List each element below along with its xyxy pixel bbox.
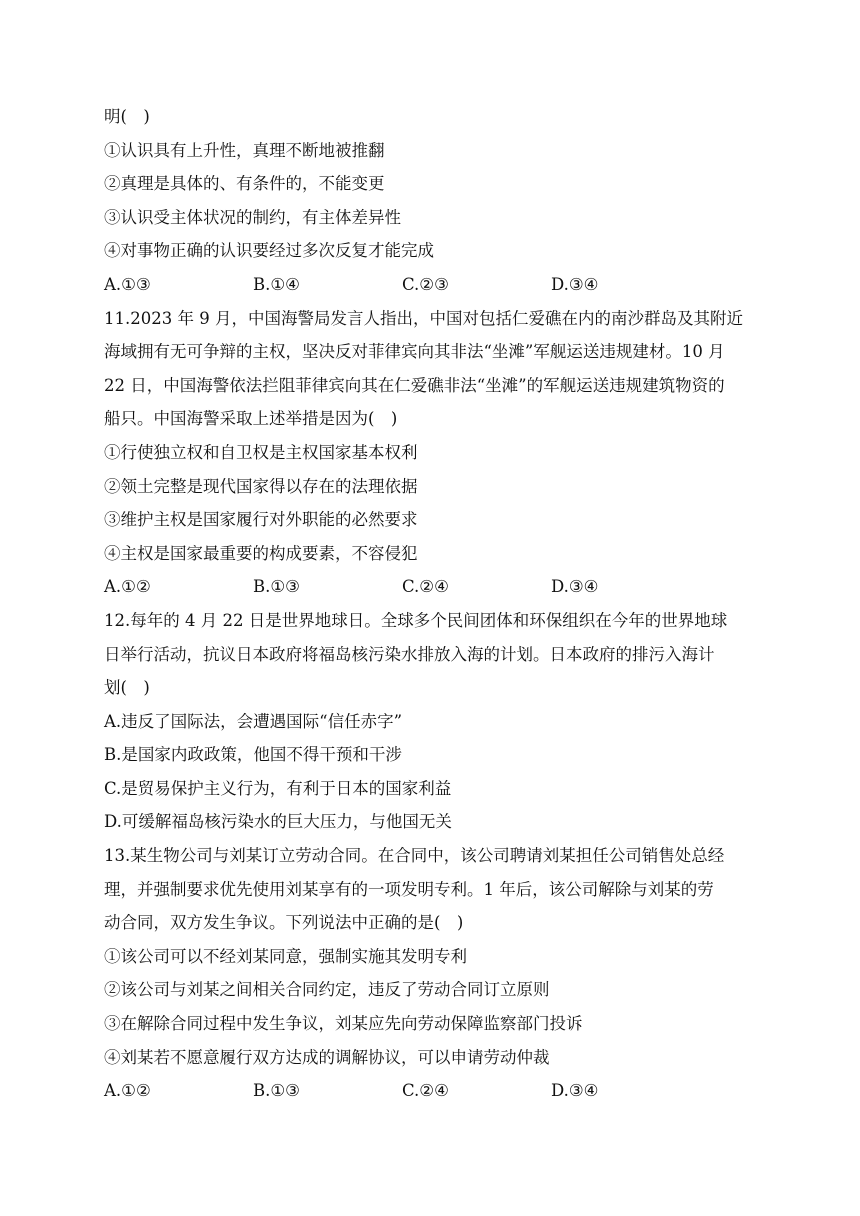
question-stem-line: 12.每年的 4 月 22 日是世界地球日。全球多个民间团体和环保组织在今年的世界地球 — [104, 610, 728, 630]
statement-item: ②领土完整是现代国家得以存在的法理依据 — [104, 476, 418, 496]
question-stem-line: 海域拥有无可争辩的主权，坚决反对菲律宾向其非法“坐滩”军舰运送违规建材。10 月 — [104, 342, 725, 362]
option-b: B.①③ — [253, 577, 300, 597]
option-a: A.违反了国际法，会遭遇国际“信任赤字” — [104, 711, 403, 731]
question-12 — [104, 604, 764, 839]
statement-item: ③维护主权是国家履行对外职能的必然要求 — [104, 510, 418, 530]
statement-item: ②真理是具体的、有条件的，不能变更 — [104, 174, 385, 194]
statement-item: ③在解除合同过程中发生争议，刘某应先向劳动保障监察部门投诉 — [104, 1014, 583, 1034]
option-b: B.①④ — [253, 274, 300, 294]
question-13 — [104, 839, 764, 1108]
statement-item: ①行使独立权和自卫权是主权国家基本权利 — [104, 442, 418, 462]
question-stem-line: 理，并强制要求优先使用刘某享有的一项发明专利。1 年后，该公司解除与刘某的劳 — [104, 879, 714, 899]
question-stem-line: 13.某生物公司与刘某订立劳动合同。在合同中，该公司聘请刘某担任公司销售处总经 — [104, 846, 725, 866]
question-stem-line: 船只。中国海警采取上述举措是因为( ) — [104, 409, 398, 429]
statement-item: ④对事物正确的认识要经过多次反复才能完成 — [104, 241, 434, 261]
question-stem-line: 划( ) — [104, 678, 150, 698]
answer-options — [104, 570, 764, 604]
question-11 — [104, 302, 764, 604]
option-a: A.①② — [104, 1081, 151, 1101]
statement-item: ④刘某若不愿意履行双方达成的调解协议，可以申请劳动仲裁 — [104, 1047, 550, 1067]
option-c: C.②③ — [402, 274, 449, 294]
question-stem-line: 日举行活动，抗议日本政府将福岛核污染水排放入海的计划。日本政府的排污入海计 — [104, 644, 715, 664]
question-stem: 明( ) — [104, 107, 150, 126]
statement-item: ②该公司与刘某之间相关合同约定，违反了劳动合同订立原则 — [104, 980, 550, 1000]
option-c: C.是贸易保护主义行为，有利于日本的国家利益 — [104, 778, 452, 798]
option-a: A.①② — [104, 577, 151, 597]
statement-item: ①认识具有上升性，真理不断地被推翻 — [104, 140, 385, 160]
statement-item: ③认识受主体状况的制约，有主体差异性 — [104, 207, 401, 227]
question-stem-line: 22 日，中国海警依法拦阻菲律宾向其在仁爱礁非法“坐滩”的军舰运送违规建筑物资的 — [104, 375, 725, 395]
option-b: B.①③ — [253, 1081, 300, 1101]
answer-options — [104, 268, 764, 302]
exam-page — [104, 100, 764, 1108]
statement-item: ④主权是国家最重要的构成要素，不容侵犯 — [104, 543, 418, 563]
option-b: B.是国家内政政策，他国不得干预和干涉 — [104, 745, 402, 765]
option-c: C.②④ — [402, 1081, 449, 1101]
option-d: D.③④ — [551, 1081, 599, 1101]
option-c: C.②④ — [402, 577, 449, 597]
question-stem-line: 11.2023 年 9 月，中国海警局发言人指出，中国对包括仁爱礁在内的南沙群岛及其附近 — [104, 308, 743, 328]
option-d: D.可缓解福岛核污染水的巨大压力，与他国无关 — [104, 812, 452, 832]
question-10 — [104, 100, 764, 302]
answer-options — [104, 1074, 764, 1108]
option-d: D.③④ — [551, 274, 599, 294]
statement-item: ①该公司可以不经刘某同意，强制实施其发明专利 — [104, 946, 467, 966]
option-a: A.①③ — [104, 274, 151, 294]
question-stem-line: 动合同，双方发生争议。下列说法中正确的是( ) — [104, 913, 464, 933]
option-d: D.③④ — [551, 577, 599, 597]
